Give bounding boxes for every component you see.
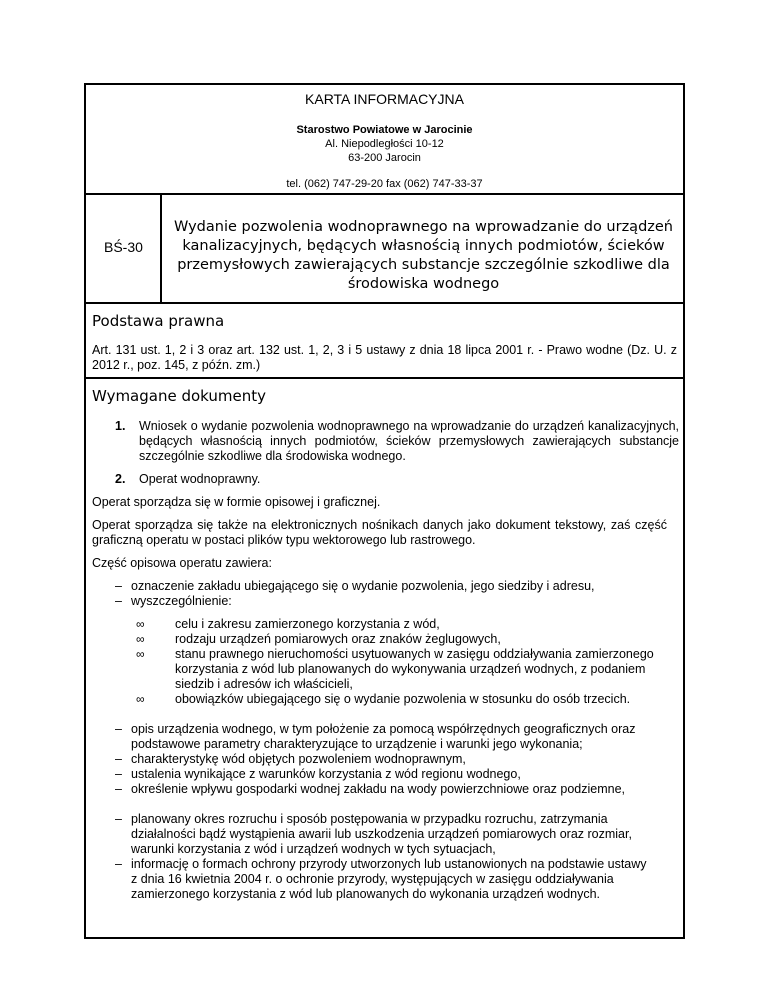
office-phone: tel. (062) 747-29-20 fax (062) 747-33-37 xyxy=(286,178,483,190)
dash-marker: – xyxy=(115,767,122,781)
dash-item: ustalenia wynikające z warunków korzystania z wód regionu wodnego, xyxy=(131,767,521,781)
dash-item: planowany okres rozruchu i sposób postępowania w przypadku rozruchu, zatrzymania działalności bądź wystąpienia awarii lub uszkodzenia urządzeń pomiarowych oraz rozmiar, warunki korzystania z wód i urządzeń wodnych w tych sytuacjach, xyxy=(131,812,632,856)
infinity-bullet-icon: ∞ xyxy=(136,692,145,706)
card-heading: Wydanie pozwolenia wodnoprawnego na wprowadzanie do urządzeń kanalizacyjnych, będących własnością innych podmiotów, ścieków przemysłowych zawierających substancje szczególnie szkodliwe dla środowiska wodnego xyxy=(174,219,673,292)
sub-item: stanu prawnego nieruchomości usytuowanych w zasięgu oddziaływania zamierzonego korzystania z wód lub planowanych do wykonywania urządzeń wodnych, z podaniem siedzib i adresów ich właścicieli, xyxy=(175,647,654,691)
divider-header xyxy=(84,193,685,195)
doc-item-number: 1. xyxy=(115,419,126,433)
office-city: 63-200 Jarocin xyxy=(348,152,421,164)
legal-basis-title: Podstawa prawna xyxy=(92,312,225,330)
dash-marker: – xyxy=(115,752,122,766)
dash-marker: – xyxy=(115,594,122,608)
dash-item: określenie wpływu gospodarki wodnej zakładu na wody powierzchniowe oraz podziemne, xyxy=(131,782,626,796)
doc-item-text: Operat wodnoprawny. xyxy=(139,472,261,486)
page-title: KARTA INFORMACYJNA xyxy=(305,91,464,107)
office-street: Al. Niepodległości 10-12 xyxy=(325,138,444,150)
dash-marker: – xyxy=(115,722,122,736)
dash-marker: – xyxy=(115,579,122,593)
dash-item: oznaczenie zakładu ubiegającego się o wydanie pozwolenia, jego siedziby i adresu, xyxy=(131,579,595,593)
legal-basis-text: Art. 131 ust. 1, 2 i 3 oraz art. 132 ust. 1, 2, 3 i 5 ustawy z dnia 18 lipca 2001 r. - Prawo wodne (Dz. U. z 2012 r., poz. 145, z późn. zm.) xyxy=(92,343,677,372)
dash-item: charakterystykę wód objętych pozwoleniem wodnoprawnym, xyxy=(131,752,466,766)
infinity-bullet-icon: ∞ xyxy=(136,647,145,661)
dash-item: wyszczególnienie: xyxy=(131,594,232,608)
sub-item: obowiązków ubiegającego się o wydanie pozwolenia w stosunku do osób trzecich. xyxy=(175,692,631,706)
card-code: BŚ-30 xyxy=(104,239,143,255)
doc-item-number: 2. xyxy=(115,472,126,486)
sub-item: celu i zakresu zamierzonego korzystania z wód, xyxy=(175,617,440,631)
dash-item: informację o formach ochrony przyrody utworzonych lub ustanowionych na podstawie ustawy z dnia 16 kwietnia 2004 r. o ochronie przyrody, występujących w zasięgu oddziaływania zamierzonego korzystania z wód lub planowanych do wykonania urządzeń wodnych. xyxy=(131,857,647,901)
office-name: Starostwo Powiatowe w Jarocinie xyxy=(296,124,473,136)
infinity-bullet-icon: ∞ xyxy=(136,617,145,631)
divider-legal-basis xyxy=(84,377,685,379)
dash-marker: – xyxy=(115,857,122,871)
divider-card-title xyxy=(84,302,685,304)
doc-item-text: Wniosek o wydanie pozwolenia wodnoprawnego na wprowadzanie do urządzeń kanalizacyjnych, będących własnością innych podmiotów, ścieków przemysłowych zawierających substancje szczególnie szkodliwe dla środowiska wodnego. xyxy=(139,419,679,463)
paragraph: Operat sporządza się w formie opisowej i graficznej. xyxy=(92,495,381,509)
documents-title: Wymagane dokumenty xyxy=(92,387,267,405)
sub-item: rodzaju urządzeń pomiarowych oraz znaków żeglugowych, xyxy=(175,632,501,646)
paragraph: Część opisowa operatu zawiera: xyxy=(92,556,272,570)
dash-item: opis urządzenia wodnego, w tym położenie za pomocą współrzędnych geograficznych oraz podstawowe parametry charakteryzujące to urządzenie i warunki jego wykonania; xyxy=(131,722,636,751)
paragraph: Operat sporządza się także na elektronicznych nośnikach danych jako dokument tekstowy, zaś część graficzną operatu w postaci plików typu wektorowego lub rastrowego. xyxy=(92,518,667,547)
infinity-bullet-icon: ∞ xyxy=(136,632,145,646)
info-card-frame xyxy=(84,83,685,939)
dash-marker: – xyxy=(115,782,122,796)
dash-marker: – xyxy=(115,812,122,826)
